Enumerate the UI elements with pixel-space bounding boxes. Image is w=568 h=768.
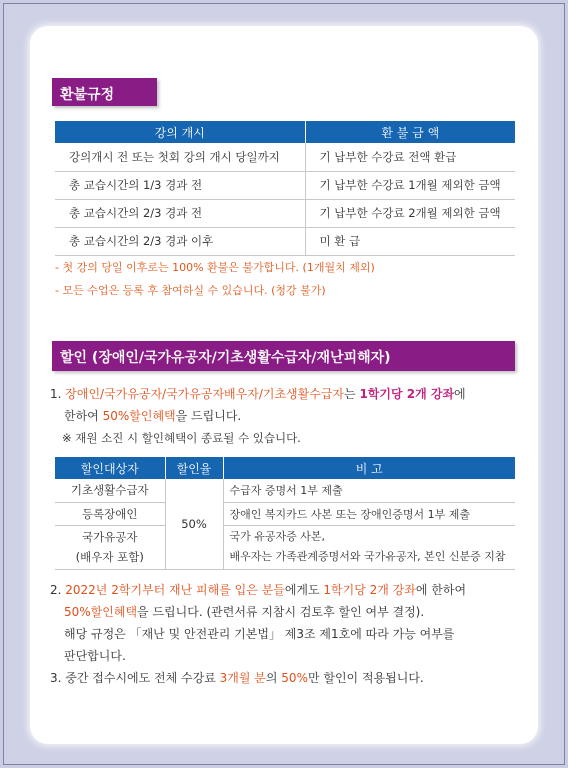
refund-cell-timing: 총 교습시간의 1/3 경과 전	[55, 171, 305, 199]
discount-item-1-note: ※ 재원 소진 시 할인혜택이 종료될 수 있습니다.	[62, 431, 301, 445]
discount-target: 등록장애인	[55, 502, 165, 525]
table-row	[55, 171, 515, 199]
refund-cell-timing: 총 교습시간의 2/3 경과 전	[55, 199, 305, 227]
table-row	[55, 199, 515, 227]
text: 에게도	[284, 583, 324, 597]
text: 한하여	[64, 409, 103, 423]
refund-cell-timing: 강의개시 전 또는 첫회 강의 개시 당일까지	[55, 143, 305, 171]
discount-limit: 1학기당 2개 강좌	[359, 387, 455, 401]
text: 을 드립니다. (관련서류 지참시 검토후 할인 여부 결정).	[137, 605, 425, 619]
refund-col-amount: 환 불 금 액	[305, 121, 515, 143]
discount-targets: 장애인/국가유공자/국가유공자배우자/기초생활수급자	[65, 387, 345, 401]
discount-remark	[223, 525, 515, 569]
refund-heading: 환불규정	[52, 78, 157, 106]
disaster-victims: 2022년 2학기부터 재난 피해를 입은 분들	[65, 583, 285, 597]
discount-item-2-line-2	[64, 601, 424, 623]
item-number: 2.	[50, 583, 66, 597]
table-row	[55, 143, 515, 171]
discount-item-2-line-1	[50, 579, 466, 601]
months-highlight: 3개월 분	[219, 671, 266, 685]
discount-item-2-line-4: 판단합니다.	[64, 649, 126, 663]
discount-target: 기초생활수급자	[55, 479, 165, 502]
discount-remark-line: 국가 유공자증 사본,	[229, 530, 325, 543]
discount-table	[55, 457, 515, 570]
refund-cell-timing: 총 교습시간의 2/3 경과 이후	[55, 227, 305, 255]
discount-remark: 장애인 복지카드 사본 또는 장애인증명서 1부 제출	[223, 502, 515, 525]
discount-col-remark: 비 고	[223, 457, 515, 479]
discount-table-header	[55, 457, 515, 479]
text: 3. 중간 접수시에도 전체 수강료	[50, 671, 220, 685]
table-row	[55, 502, 515, 525]
discount-rate: 50%할인혜택	[64, 605, 138, 619]
table-row	[55, 227, 515, 255]
discount-target	[55, 525, 165, 569]
text: 에	[454, 387, 466, 401]
discount-remark-line: 배우자는 가족관계증명서와 국가유공자, 본인 신분증 지참	[229, 550, 506, 563]
discount-rate-cell: 50%	[165, 479, 223, 569]
refund-note: - 모든 수업은 등록 후 참여하실 수 있습니다. (청강 불가)	[55, 284, 326, 297]
discount-rate: 50%할인혜택	[102, 409, 176, 423]
item-number: 1.	[50, 387, 66, 401]
refund-table-header	[55, 121, 515, 143]
text: 는	[344, 387, 360, 401]
discount-col-rate: 할인율	[165, 457, 223, 479]
discount-limit: 1학기당 2개 강좌	[323, 583, 416, 597]
refund-cell-amount: 기 납부한 수강료 1개월 제외한 금액	[305, 171, 515, 199]
percent-highlight: 50%	[281, 671, 308, 685]
refund-cell-amount: 기 납부한 수강료 2개월 제외한 금액	[305, 199, 515, 227]
text: 의	[265, 671, 282, 685]
refund-table	[55, 121, 515, 256]
table-row	[55, 479, 515, 502]
refund-cell-amount: 기 납부한 수강료 전액 환급	[305, 143, 515, 171]
discount-col-target: 할인대상자	[55, 457, 165, 479]
discount-remark: 수급자 증명서 1부 제출	[223, 479, 515, 502]
discount-item-1-line-1	[50, 383, 466, 405]
discount-item-1-line-2	[64, 405, 241, 427]
text: 에 한하여	[415, 583, 467, 597]
refund-col-start: 강의 개시	[55, 121, 305, 143]
text: 을 드립니다.	[175, 409, 242, 423]
refund-note: - 첫 강의 당일 이후로는 100% 환불은 불가합니다. (1개월치 제외)	[55, 261, 375, 274]
refund-cell-amount: 미 환 급	[305, 227, 515, 255]
discount-target-line: (배우자 포함)	[75, 550, 144, 564]
table-row	[55, 525, 515, 569]
discount-item-3	[50, 667, 424, 689]
discount-item-2-line-3: 해당 규정은 「재난 및 안전관리 기본법」 제3조 제1호에 따라 가능 여부를	[64, 627, 455, 641]
text: 만 할인이 적용됩니다.	[307, 671, 424, 685]
discount-target-line: 국가유공자	[81, 530, 138, 544]
discount-heading: 할인 (장애인/국가유공자/기초생활수급자/재난피해자)	[52, 341, 515, 371]
